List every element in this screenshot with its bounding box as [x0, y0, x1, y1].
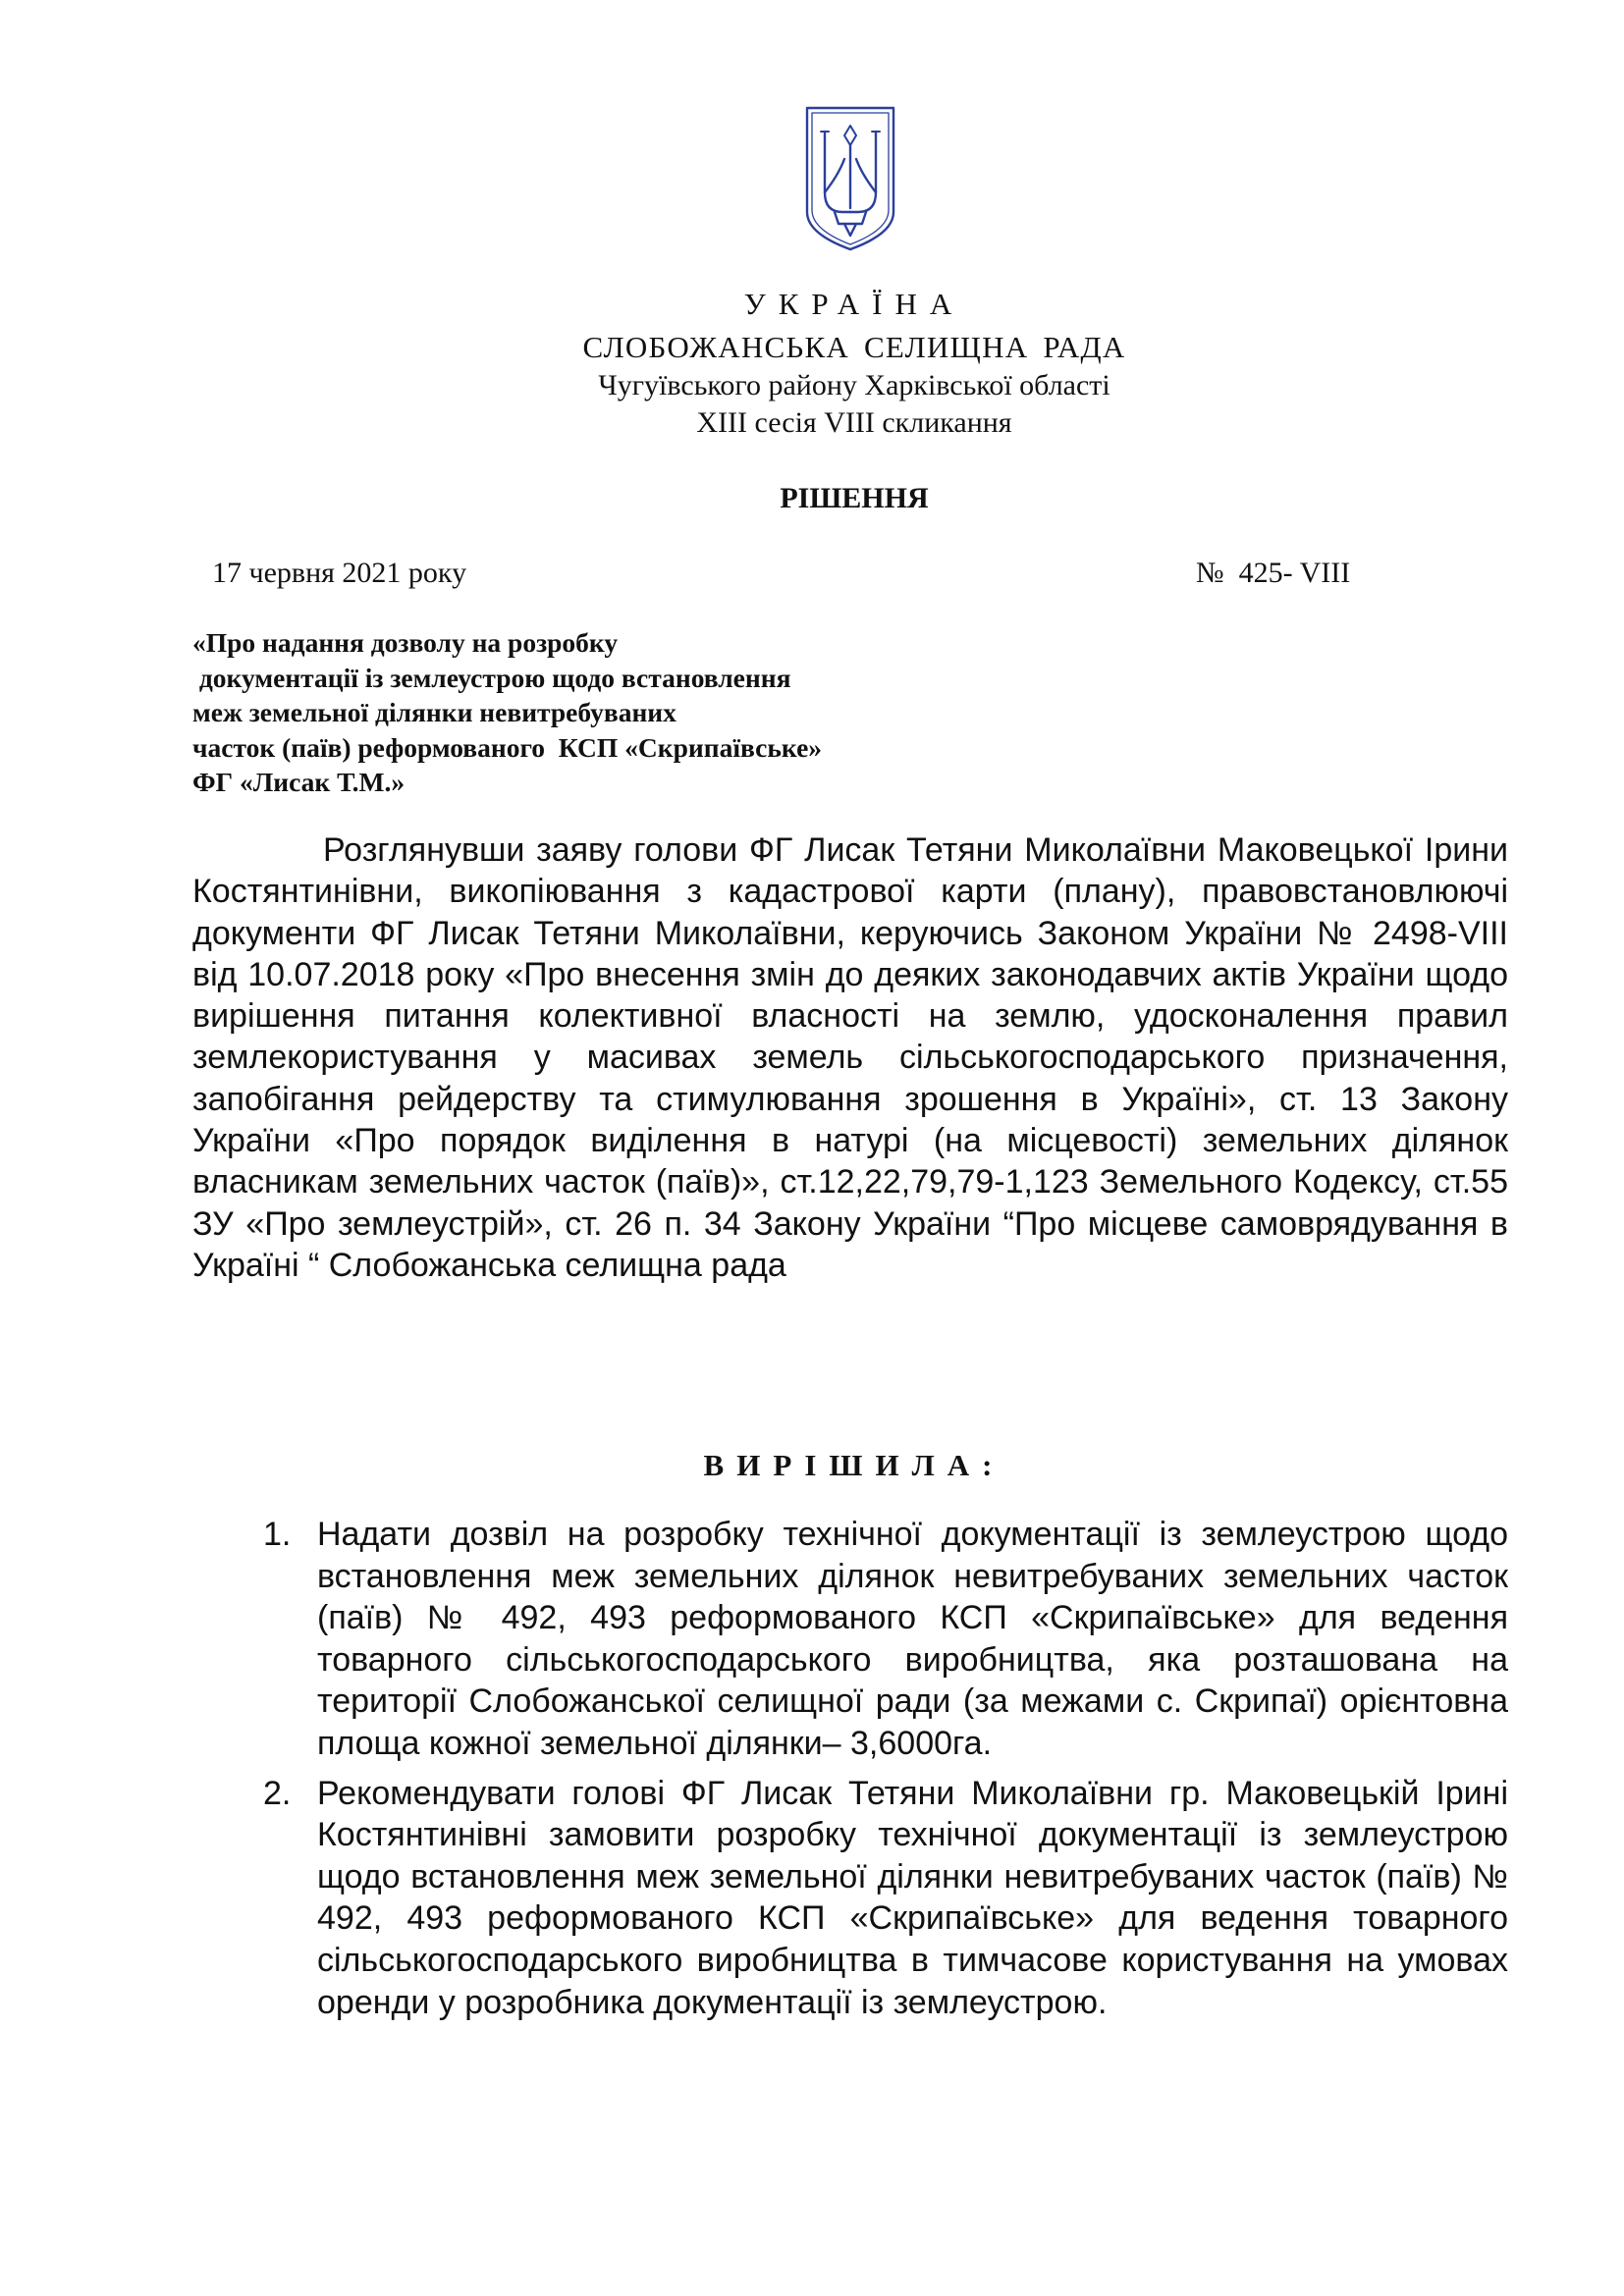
preamble-paragraph: Розглянувши заяву голови ФГ Лисак Тетяни Миколаївни Маковецької Ірини Костянтинівни, викопіювання з кадастрової карти (плану), правовстановлюючі документи ФГ Лисак Тетяни Миколаївни, керуючись Законом України № 2498-VIII від 10.07.2018 року «Про внесення змін до деяких законодавчих актів України щодо вирішення питання колективної власності на землю, удосконалення правил землекористування у масивах земель сільськогосподарського призначення, запобігання рейдерству та стимулювання зрошення в Україні», ст. 13 Закону України «Про порядок виділення в натурі (на місцевості) земельних ділянок власникам земельних часток (паїв)», ст.12,22,79,79-1,123 Земельного Кодексу, ст.55 ЗУ «Про землеустрій», ст. 26 п. 34 Закону України “Про місцеве самоврядування в Україні “ Слобожанська селищна рада — [192, 831, 1508, 1284]
decision-date: 17 червня 2021 року — [212, 557, 467, 589]
resolved-heading: ВИРІШИЛА: — [703, 1448, 1005, 1482]
council-title: СЛОБОЖАНСЬКА СЕЛИЩНА РАДА — [582, 330, 1126, 364]
subject-line: «Про надання дозволу на розробку — [192, 627, 619, 658]
subject-line: ФГ «Лисак Т.М.» — [192, 767, 406, 797]
decision-subject — [192, 625, 822, 800]
item-number: 2. — [263, 1774, 292, 1812]
session-line: XIII сесія VIII скликання — [696, 406, 1012, 439]
district-line: Чугуївського району Харківської області — [598, 369, 1110, 401]
item-text: Надати дозвіл на розробку технічної документації із землеустрою щодо встановлення меж земельних ділянок невитребуваних земельних часток (паїв) № 492, 493 реформованого КСП «Скрипаївське» для ведення товарного сільськогосподарського виробництва, яка розташована на території Слобожанської селищної ради (за межами с. Скрипаї) орієнтовна площа кожної земельної ділянки– 3,6000га. — [317, 1516, 1508, 1762]
decision-items — [263, 1514, 1508, 2031]
document-type: РІШЕННЯ — [780, 482, 929, 514]
decision-number: № 425- VIII — [1196, 557, 1351, 589]
decision-item — [263, 1514, 1508, 1765]
subject-line: меж земельної ділянки невитребуваних — [192, 697, 677, 727]
item-number: 1. — [263, 1516, 292, 1553]
subject-line: документації із землеустрою щодо встановлення — [192, 662, 791, 693]
item-text: Рекомендувати голові ФГ Лисак Тетяни Миколаївни гр. Маковецькій Ірині Костянтинівні замовити розробку технічної документації із землеустрою щодо встановлення меж земельної ділянки невитребуваних часток (паїв) № 492, 493 реформованого КСП «Скрипаївське» для ведення товарного сільськогосподарського виробництва в тимчасове користування на умовах оренди у розробника документації із землеустрою. — [317, 1774, 1508, 2021]
trident-coat-of-arms-icon — [801, 102, 899, 253]
subject-line: часток (паїв) реформованого КСП «Скрипаївське» — [192, 731, 823, 763]
country-title: УКРАЇНА — [743, 287, 965, 321]
decision-item — [263, 1773, 1508, 2024]
